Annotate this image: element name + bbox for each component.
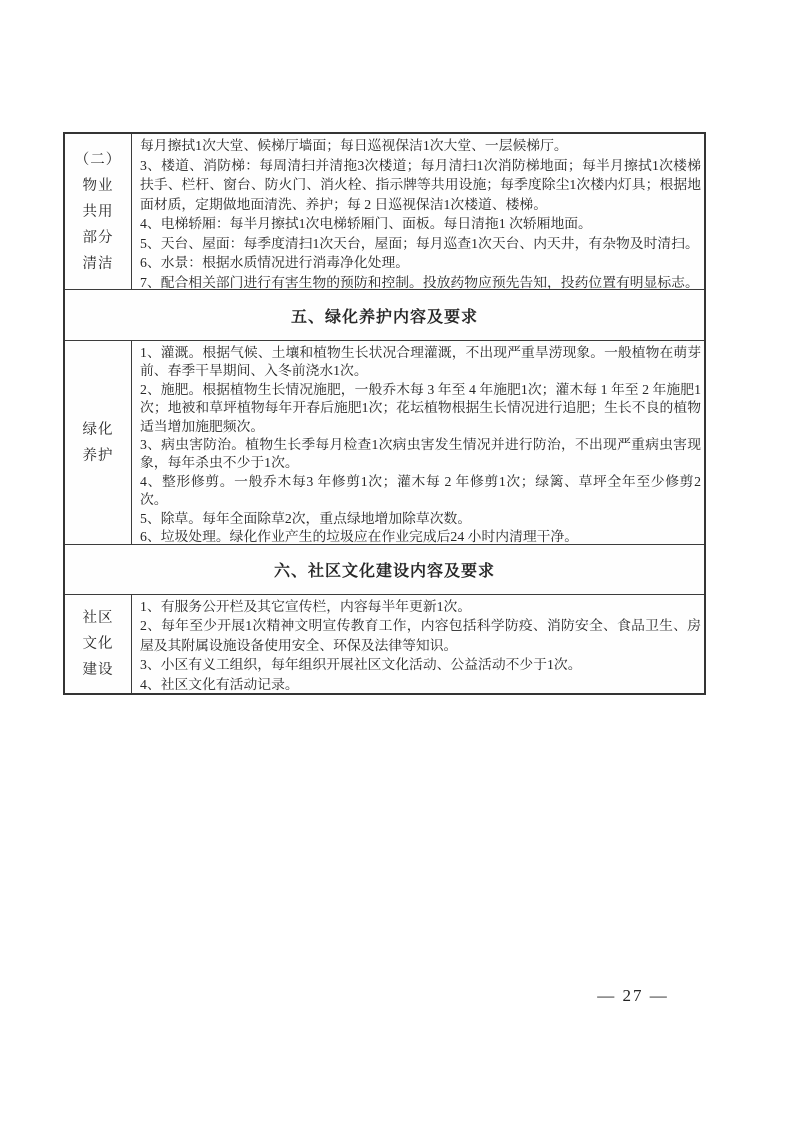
category-label-line: 清洁 <box>82 255 114 272</box>
category-label-line: 物业 <box>82 177 114 194</box>
greening-maintenance-header-title: 五、绿化养护内容及要求 <box>290 308 478 326</box>
requirement-item: 4、社区文化有活动记录。 <box>140 676 299 692</box>
property-common-area-cleaning-row <box>65 134 704 290</box>
community-culture-label <box>65 595 132 693</box>
requirement-item: 4、电梯轿厢：每半月擦拭1次电梯轿厢门、面板。每日清拖1 次轿厢地面。 <box>140 216 592 231</box>
requirement-item: 3、小区有义工组织，每年组织开展社区文化活动、公益活动不少于1次。 <box>140 657 582 673</box>
requirement-item: 5、天台、屋面：每季度清扫1次天台，屋面；每月巡查1次天台、内天井，有杂物及时清扫。 <box>140 235 699 251</box>
greening-maintenance-content <box>132 341 704 544</box>
requirement-item: 7、配合相关部门进行有害生物的预防和控制。投放药物应预先告知，投药位置有明显标志。 <box>140 274 699 290</box>
requirement-item: 4、整形修剪。一般乔木每3 年修剪1次；灌木每 2 年修剪1次；绿篱、草坪全年至少修剪2次。 <box>140 473 701 508</box>
property-common-area-cleaning-label <box>65 134 132 289</box>
community-culture-row <box>65 595 704 693</box>
requirement-item: 5、除草。每年全面除草2次，重点绿地增加除草次数。 <box>140 510 472 526</box>
greening-maintenance-row <box>65 341 704 545</box>
requirement-item: 1、有服务公开栏及其它宣传栏，内容每半年更新1次。 <box>140 599 472 614</box>
category-label-line: 文化 <box>82 636 114 652</box>
category-label-line: 部分 <box>82 229 114 246</box>
category-label-line: 社区 <box>82 610 114 626</box>
category-label-line: （二） <box>74 151 122 168</box>
page-number: — 27 — <box>597 986 669 1005</box>
category-label-line: 建设 <box>82 662 114 678</box>
category-label-line: 共用 <box>82 203 114 220</box>
requirement-item: 2、每年至少开展1次精神文明宣传教育工作，内容包括科学防疫、消防安全、食品卫生、房屋及其附属设施设备使用安全、环保及法律等知识。 <box>140 618 701 653</box>
property-common-area-cleaning-content <box>132 134 704 289</box>
category-label-line: 养护 <box>82 447 114 464</box>
requirement-item: 1、灌溉。根据气候、土壤和植物生长状况合理灌溉，不出现严重旱涝现象。一般植物在萌芽前、春季干旱期间、入冬前浇水1次。 <box>140 345 701 379</box>
requirement-item: 3、病虫害防治。植物生长季每月检查1次病虫害发生情况并进行防治，不出现严重病虫害现象，每年杀虫不少于1次。 <box>140 437 701 471</box>
category-label-line: 绿化 <box>82 421 114 438</box>
requirement-item: 每月擦拭1次大堂、候梯厅墙面；每日巡视保洁1次大堂、一层候梯厅。 <box>140 138 568 153</box>
community-culture-header-title: 六、社区文化建设内容及要求 <box>273 563 495 580</box>
community-culture-content <box>132 595 704 693</box>
greening-maintenance-header-row <box>65 290 704 341</box>
requirement-item: 3、楼道、消防梯：每周清扫并清拖3次楼道；每月清扫1次消防梯地面；每半月擦拭1次楼梯扶手、栏杆、窗台、防火门、消火栓、指示牌等共用设施；每季度除尘1次楼内灯具；根据地面材质，定期做地面清洗、养护；每 2 日巡视保洁1次楼道、楼梯。 <box>140 157 701 212</box>
service-standards-table <box>63 132 706 695</box>
requirement-item: 2、施肥。根据植物生长情况施肥，一般乔木每 3 年至 4 年施肥1次；灌木每 1 年至 2 年施肥1次；地被和草坪植物每年开春后施肥1次；花坛植物根据生长情况进行追肥；生长不良的植物适当增加施肥频次。 <box>140 381 701 434</box>
requirement-item: 6、水景：根据水质情况进行消毒净化处理。 <box>140 255 410 270</box>
greening-maintenance-label <box>65 341 132 544</box>
community-culture-header-row <box>65 545 704 595</box>
requirement-item: 6、垃圾处理。绿化作业产生的垃圾应在作业完成后24 小时内清理干净。 <box>140 529 579 545</box>
